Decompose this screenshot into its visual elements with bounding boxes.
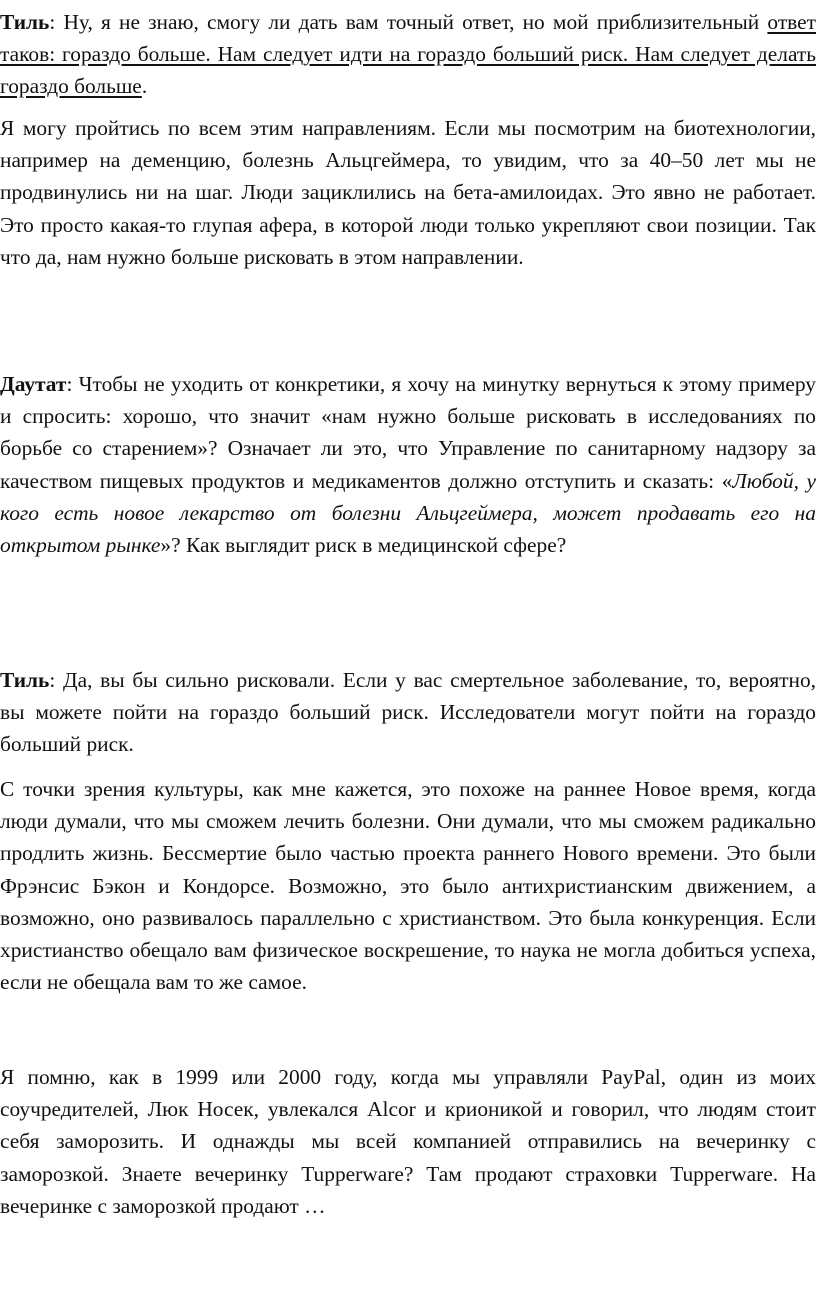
paragraph-1 — [0, 6, 816, 103]
paragraph-text-end: »? Как выглядит риск в медицинской сфере? — [160, 533, 567, 558]
italic-quote: Любой, у кого есть новое лекарство от болезни Альцгеймера, может продавать его на открытом рынке — [0, 468, 816, 558]
paragraph-end: . — [141, 74, 148, 99]
paragraph-text: : Да, вы бы сильно рисковали. Если у вас смертельное заболевание, то, вероятно, вы можете пойти на гораздо больший риск. Исследователи могут пойти на гораздо больший риск. — [0, 668, 816, 757]
underlined-text: ответ таков: гораздо больше. Нам следует идти на гораздо больший риск. Нам следует делать гораздо больше — [0, 10, 816, 99]
paragraph-text: : Чтобы не уходить от конкретики, я хочу на минутку вернуться к этому примеру и спросить: хорошо, что значит «нам нужно больше рисковать в исследованиях по борьбе со старением»? Означает ли это, что Управление по санитарному надзору за качеством пищевых продуктов и медикаментов должно отступить и сказать: « — [0, 372, 816, 493]
paragraph-4 — [0, 664, 816, 761]
speaker-name: Тиль — [0, 668, 50, 692]
paragraph-2: Я могу пройтись по всем этим направлениям. Если мы посмотрим на биотехнологии, например на деменцию, болезнь Альцгеймера, то увидим, что за 40–50 лет мы не продвинулись ни на шаг. Люди зациклились на бета-амилоидах. Это явно не работает. Это просто какая-то глупая афера, в которой люди только укрепляют свои позиции. Так что да, нам нужно больше рисковать в этом направлении. — [0, 116, 816, 269]
paragraph-text: : Ну, я не знаю, смогу ли дать вам точный ответ, но мой приблизительный — [49, 10, 768, 34]
speaker-name: Даутат — [0, 372, 67, 396]
speaker-name: Тиль — [0, 10, 50, 34]
paragraph-3 — [0, 368, 816, 561]
paragraph-5: С точки зрения культуры, как мне кажется, это похоже на раннее Новое время, когда люди думали, что мы сможем лечить болезни. Они думали, что мы сможем радикально продлить жизнь. Бессмертие было частью проекта раннего Нового времени. Это были Фрэнсис Бэкон и Кондорсе. Возможно, это было антихристианским движением, а возможно, оно развивалось параллельно с христианством. Это была конкуренция. Если христианство обещало вам физическое воскрешение, то наука не могла добиться успеха, если не обещала вам то же самое. — [0, 777, 816, 995]
paragraph-6: Я помню, как в 1999 или 2000 году, когда мы управляли PayPal, один из моих соучредителей, Люк Носек, увлекался Alcor и крионикой и говорил, что людям стоит себя заморозить. И однажды мы всей компанией отправились на вечеринку с заморозкой. Знаете вечеринку Tupperware? Там продают страховки Tupperware. На вечеринке с заморозкой продают … — [0, 1065, 816, 1218]
